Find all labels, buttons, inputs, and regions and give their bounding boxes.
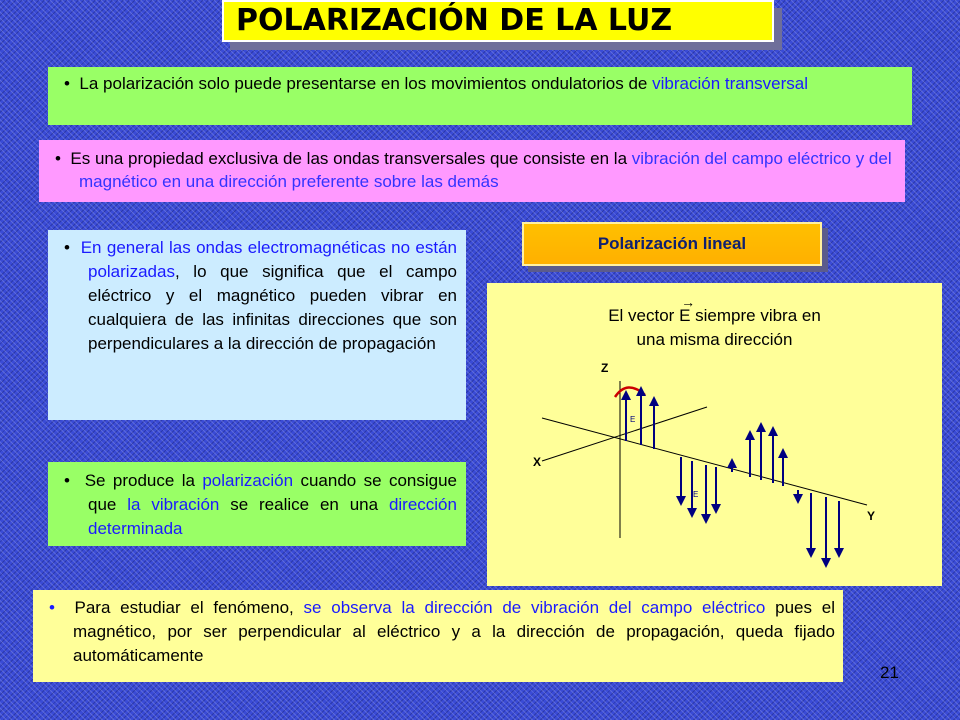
page-number: 21 <box>880 663 899 682</box>
box4-hl1: polarización <box>202 471 294 490</box>
badge-label: Polarización lineal <box>522 222 822 266</box>
box4-hl2: la vibración <box>127 495 220 514</box>
caption-part-a: El vector <box>608 306 675 325</box>
box4-hl3: dirección determinada <box>88 495 457 538</box>
caption-part-b: siempre vibra en <box>695 306 821 325</box>
box2-highlight: vibración del campo eléctrico y del magnético en una dirección preferente sobre las demás <box>79 149 892 191</box>
info-box-study <box>33 590 843 682</box>
diagram-caption-line2: una misma dirección <box>636 330 793 349</box>
page-title: POLARIZACIÓN DE LA LUZ <box>222 0 774 42</box>
bullet: • <box>55 149 61 168</box>
info-box-how-polarization <box>48 462 466 546</box>
linear-polarization-badge <box>522 222 832 274</box>
bullet: • <box>64 238 70 257</box>
box5-highlight: se observa la dirección de vibración del campo eléctrico <box>303 598 766 617</box>
page-title-block <box>222 0 782 48</box>
box3-highlight: En general las ondas electromagnéticas no están polarizadas <box>80 238 457 281</box>
bullet: • <box>64 74 70 93</box>
axis-z-label: Z <box>601 361 609 375</box>
box4-part1: Se produce la <box>84 471 195 490</box>
axis-y-label: Y <box>867 509 876 523</box>
box1-text: La polarización solo puede presentarse en los movimientos ondulatorios de <box>79 74 648 93</box>
box2-text: Es una propiedad exclusiva de las ondas transversales que consiste en la <box>70 149 628 168</box>
info-box-unpolarized <box>48 230 466 420</box>
polarization-axes-svg <box>487 283 942 586</box>
x-axis <box>542 407 707 461</box>
bullet: • <box>64 471 70 490</box>
box3-text: , lo que significa que el campo eléctrico y el magnético pueden vibrar en cualquiera de las infinitas direcciones que son perpendiculares a la dirección de propagación <box>88 262 457 353</box>
y-axis <box>542 418 867 505</box>
e-field-label: E <box>630 415 636 424</box>
info-box-definition <box>39 140 905 202</box>
vector-arrow-icon: → <box>681 294 696 310</box>
box4-part3: se realice en una <box>230 495 379 514</box>
axis-x-label: X <box>533 455 542 469</box>
info-box-transversal <box>48 67 912 125</box>
vector-e-letter: E <box>679 306 691 325</box>
bullet: • <box>49 598 55 617</box>
e-field-label: E <box>693 490 699 499</box>
box5-part2: pues el magnético, por ser perpendicular al eléctrico y a la dirección de propagación, queda fijado automáticamente <box>73 598 836 665</box>
box1-highlight: vibración transversal <box>652 74 809 93</box>
linear-polarization-diagram <box>487 283 942 586</box>
box5-part1: Para estudiar el fenómeno, <box>74 598 294 617</box>
box4-part2: cuando se consigue que <box>88 471 457 514</box>
